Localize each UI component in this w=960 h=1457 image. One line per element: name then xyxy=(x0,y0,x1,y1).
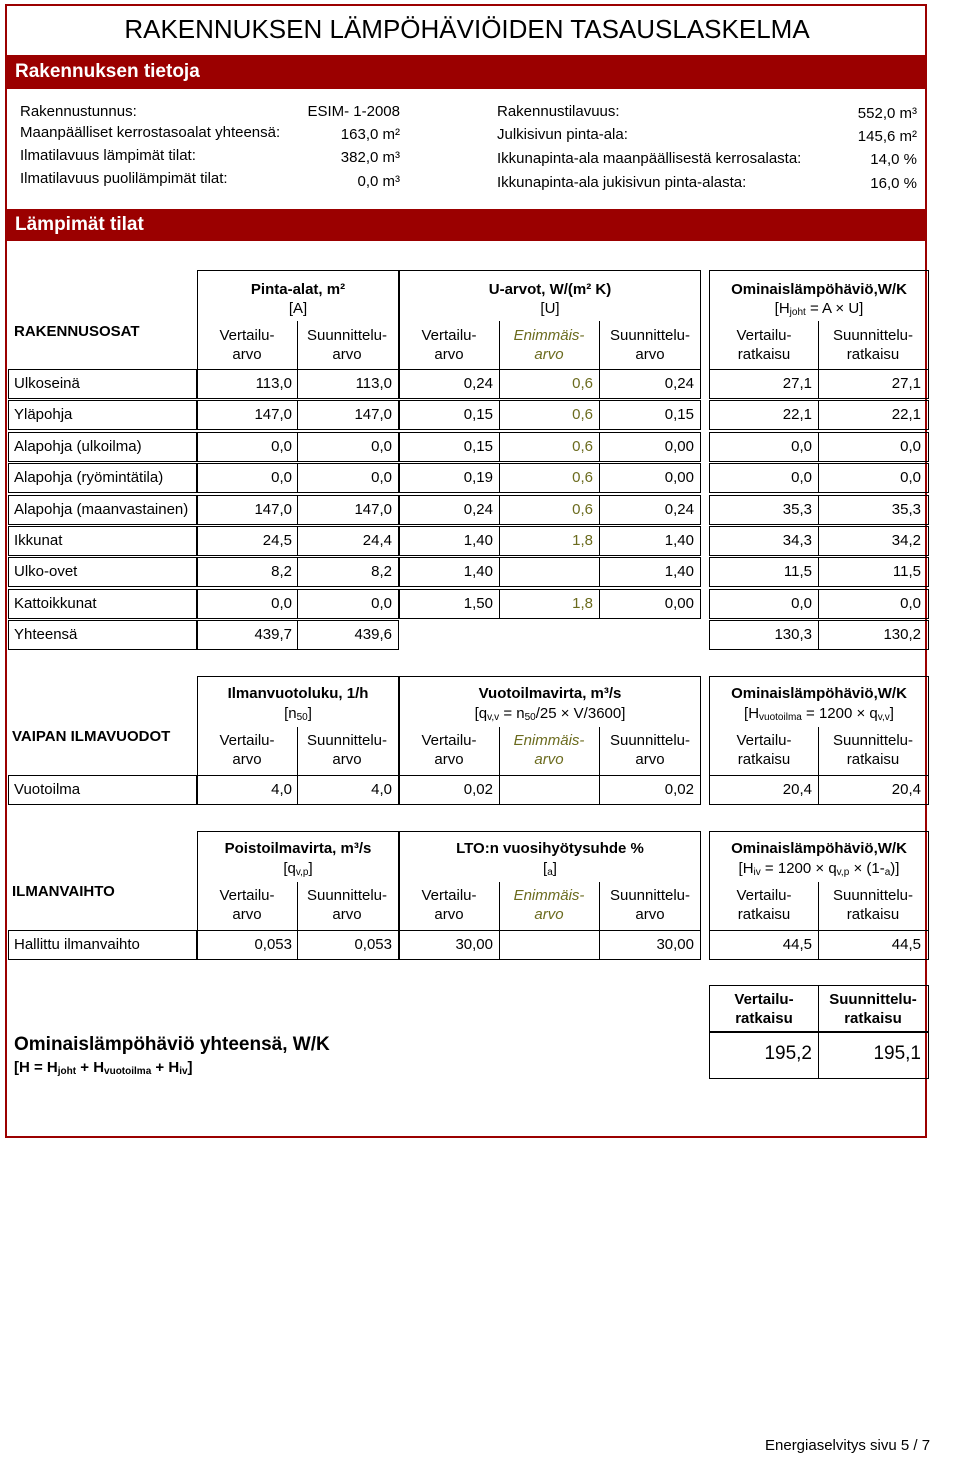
u-reference: 0,15 xyxy=(463,406,493,423)
u-design: 0,00 xyxy=(664,438,694,455)
row-header: ILMANVAIHTO xyxy=(12,883,115,900)
group-title: Vuotoilmavirta, m³/s xyxy=(478,685,622,702)
group-symbol: $[n_{50}]$ xyxy=(284,705,312,723)
area-reference: 0,0 xyxy=(271,595,292,612)
row-label: Ulkoseinä xyxy=(14,375,80,392)
info-value: 145,6 m² xyxy=(857,128,917,145)
section-header-warm-spaces: Lämpimät tilat xyxy=(6,209,927,241)
group-symbol: $[H_{joht} = A \times U]$ xyxy=(774,300,864,318)
info-value: 552,0 m³ xyxy=(857,105,917,122)
subheader-reference: Vertailu- arvo xyxy=(421,327,477,363)
row-header: VAIPAN ILMAVUODOT xyxy=(12,728,171,745)
u-design: 0,00 xyxy=(664,469,694,486)
h-design: 34,2 xyxy=(891,532,921,549)
u-max: 0,6 xyxy=(572,375,593,392)
area-reference: 147,0 xyxy=(254,501,292,518)
total-header-reference: Vertailu- ratkaisu xyxy=(734,991,794,1027)
u-design: 0,00 xyxy=(664,595,694,612)
total-value-design: 195,1 xyxy=(873,1043,921,1064)
info-label: Maanpäälliset kerrostasoalat yhteensä: xyxy=(20,124,281,141)
total-header-design: Suunnittelu- ratkaisu xyxy=(829,991,917,1027)
h-reference: 27,1 xyxy=(782,375,812,392)
u-max: 1,8 xyxy=(572,532,593,549)
u-design: 30,00 xyxy=(656,936,694,953)
group-symbol: $[H_{iv} = 1200 \times q_{v,p} \times (1-_a)]$ xyxy=(738,860,900,878)
page-footer: Energiaselvitys sivu 5 / 7 xyxy=(765,1437,931,1454)
row-label: Kattoikkunat xyxy=(14,595,97,612)
u-design: 0,24 xyxy=(664,375,694,392)
subheader-reference: Vertailu- arvo xyxy=(219,327,275,363)
subheader-reference: Vertailu- arvo xyxy=(219,887,275,923)
u-design: 1,40 xyxy=(664,532,694,549)
u-reference: 30,00 xyxy=(455,936,493,953)
info-value: 0,0 m³ xyxy=(357,173,400,190)
info-label: Ikkunapinta-ala jukisivun pinta-alasta: xyxy=(497,174,747,191)
h-design: 0,0 xyxy=(900,469,921,486)
h-reference: 44,5 xyxy=(782,936,812,953)
subheader-reference-solution: Vertailu- ratkaisu xyxy=(736,887,792,923)
u-design: 0,02 xyxy=(664,781,694,798)
u-design: 0,15 xyxy=(664,406,694,423)
area-reference: 0,0 xyxy=(271,469,292,486)
total-formula: $[H = H_{joht} + H_{vuotoilma} + H_{iv}]$ xyxy=(14,1059,193,1077)
h-reference: 11,5 xyxy=(783,563,812,580)
area-reference: 0,053 xyxy=(254,936,292,953)
area-design: 0,0 xyxy=(371,595,392,612)
subheader-design: Suunnittelu- arvo xyxy=(306,327,388,363)
info-label: Ilmatilavuus puolilämpimät tilat: xyxy=(20,170,228,187)
h-design: 22,1 xyxy=(891,406,921,423)
subheader-design: Suunnittelu- arvo xyxy=(609,732,691,768)
area-design: 0,0 xyxy=(371,469,392,486)
u-design: 0,24 xyxy=(664,501,694,518)
info-value: 382,0 m³ xyxy=(340,149,400,166)
row-label: Alapohja (maanvastainen) xyxy=(14,501,189,518)
u-reference: 0,19 xyxy=(463,469,493,486)
subheader-design-solution: Suunnittelu- ratkaisu xyxy=(832,887,914,923)
group-symbol: $[_a]$ xyxy=(543,860,557,878)
info-value: ESIM- 1-2008 xyxy=(307,103,400,120)
subheader-reference-solution: Vertailu- ratkaisu xyxy=(736,327,792,363)
row-label: Yhteensä xyxy=(14,626,78,643)
subheader-reference: Vertailu- arvo xyxy=(421,887,477,923)
area-design: 439,6 xyxy=(354,626,392,643)
h-reference: 0,0 xyxy=(791,595,812,612)
h-design: 0,0 xyxy=(900,438,921,455)
group-symbol: $[H_{vuotoilma} = 1200 \times q_{v,v}]$ xyxy=(744,705,894,723)
total-title: Ominaislämpöhäviö yhteensä, W/K xyxy=(14,1034,330,1055)
h-design: 27,1 xyxy=(891,375,921,392)
area-reference: 0,0 xyxy=(271,438,292,455)
subheader-max: Enimmäis- arvo xyxy=(513,732,585,768)
h-reference: 0,0 xyxy=(791,469,812,486)
subheader-design: Suunnittelu- arvo xyxy=(306,887,388,923)
u-reference: 1,50 xyxy=(463,595,493,612)
h-design: 0,0 xyxy=(900,595,921,612)
subheader-reference: Vertailu- arvo xyxy=(421,732,477,768)
area-reference: 24,5 xyxy=(262,532,292,549)
cell-box xyxy=(499,557,600,587)
info-value: 163,0 m² xyxy=(340,126,400,143)
subheader-max: Enimmäis- arvo xyxy=(513,327,585,363)
row-header: RAKENNUSOSAT xyxy=(14,323,140,340)
subheader-max: Enimmäis- arvo xyxy=(513,887,585,923)
u-max: 0,6 xyxy=(572,438,593,455)
area-design: 0,0 xyxy=(371,438,392,455)
group-title: Ominaislämpöhäviö,W/K xyxy=(731,685,907,702)
subheader-design: Suunnittelu- arvo xyxy=(609,887,691,923)
info-label: Ilmatilavuus lämpimät tilat: xyxy=(20,147,196,164)
row-label: Hallittu ilmanvaihto xyxy=(14,936,140,953)
subheader-reference-solution: Vertailu- ratkaisu xyxy=(736,732,792,768)
u-reference: 1,40 xyxy=(463,563,493,580)
h-reference: 0,0 xyxy=(791,438,812,455)
group-symbol: [U] xyxy=(540,300,560,317)
info-value: 16,0 % xyxy=(870,175,917,192)
group-title: Pinta-alat, m² xyxy=(250,281,346,298)
info-label: Rakennustilavuus: xyxy=(497,103,620,120)
cell-box xyxy=(499,930,600,960)
section-header-building: Rakennuksen tietoja xyxy=(6,55,927,89)
subheader-design: Suunnittelu- arvo xyxy=(306,732,388,768)
row-label: Alapohja (ryömintätila) xyxy=(14,469,164,486)
row-label: Ulko-ovet xyxy=(14,563,78,580)
u-reference: 0,24 xyxy=(463,501,493,518)
group-title: U-arvot, W/(m² K) xyxy=(488,281,612,298)
subheader-reference: Vertailu- arvo xyxy=(219,732,275,768)
group-symbol: $[q_{v,v} = n_{50}/25 \times V/3600]$ xyxy=(474,705,626,723)
group-title: Ilmanvuotoluku, 1/h xyxy=(227,685,369,702)
subheader-design: Suunnittelu- arvo xyxy=(609,327,691,363)
h-reference: 35,3 xyxy=(782,501,812,518)
info-label: Julkisivun pinta-ala: xyxy=(497,126,628,143)
u-max: 1,8 xyxy=(572,595,593,612)
area-reference: 4,0 xyxy=(271,781,292,798)
row-label: Ikkunat xyxy=(14,532,63,549)
group-title: Poistoilmavirta, m³/s xyxy=(224,840,372,857)
area-reference: 439,7 xyxy=(254,626,292,643)
info-value: 14,0 % xyxy=(870,151,917,168)
group-title: LTO:n vuosihyötysuhde % xyxy=(456,840,644,857)
area-design: 4,0 xyxy=(371,781,392,798)
group-title: Ominaislämpöhäviö,W/K xyxy=(731,840,907,857)
area-design: 24,4 xyxy=(362,532,392,549)
group-symbol: $[q_{v,p}]$ xyxy=(283,860,313,878)
group-symbol: [A] xyxy=(288,300,308,317)
area-design: 113,0 xyxy=(355,375,392,392)
area-design: 8,2 xyxy=(371,563,392,580)
u-reference: 0,02 xyxy=(463,781,493,798)
u-reference: 1,40 xyxy=(463,532,493,549)
subheader-design-solution: Suunnittelu- ratkaisu xyxy=(832,327,914,363)
area-reference: 8,2 xyxy=(271,563,292,580)
u-reference: 0,24 xyxy=(463,375,493,392)
group-title: Ominaislämpöhäviö,W/K xyxy=(731,281,907,298)
h-design: 44,5 xyxy=(891,936,921,953)
total-value-reference: 195,2 xyxy=(764,1043,812,1064)
row-label: Alapohja (ulkoilma) xyxy=(14,438,142,455)
info-label: Ikkunapinta-ala maanpäällisestä kerrosalasta: xyxy=(497,150,802,167)
h-design: 130,2 xyxy=(883,626,921,643)
u-design: 1,40 xyxy=(664,563,694,580)
area-reference: 113,0 xyxy=(255,375,292,392)
area-design: 147,0 xyxy=(354,501,392,518)
row-label: Yläpohja xyxy=(14,406,73,423)
u-max: 0,6 xyxy=(572,406,593,423)
page-title: RAKENNUKSEN LÄMPÖHÄVIÖIDEN TASAUSLASKELMA xyxy=(124,14,810,44)
info-label: Rakennustunnus: xyxy=(20,103,137,120)
area-design: 0,053 xyxy=(354,936,392,953)
subheader-design-solution: Suunnittelu- ratkaisu xyxy=(832,732,914,768)
cell-box xyxy=(499,775,600,805)
h-design: 11,5 xyxy=(892,563,921,580)
u-reference: 0,15 xyxy=(463,438,493,455)
h-reference: 130,3 xyxy=(774,626,812,643)
h-reference: 34,3 xyxy=(782,532,812,549)
u-max: 0,6 xyxy=(572,501,593,518)
area-reference: 147,0 xyxy=(254,406,292,423)
h-reference: 22,1 xyxy=(782,406,812,423)
row-label: Vuotoilma xyxy=(14,781,81,798)
h-design: 20,4 xyxy=(891,781,921,798)
h-design: 35,3 xyxy=(891,501,921,518)
u-max: 0,6 xyxy=(572,469,593,486)
area-design: 147,0 xyxy=(354,406,392,423)
h-reference: 20,4 xyxy=(782,781,812,798)
